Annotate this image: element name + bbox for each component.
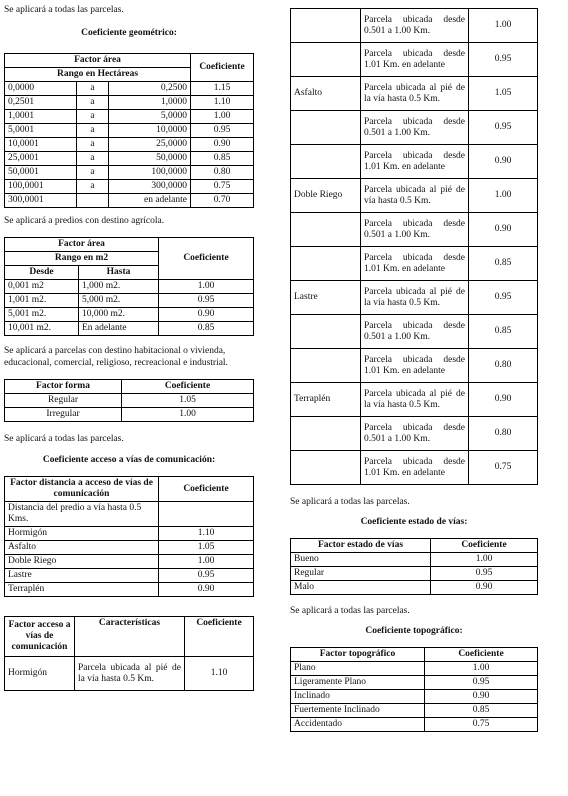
table-row xyxy=(5,124,254,138)
table-cell xyxy=(291,417,361,451)
table-cell: Malo xyxy=(291,581,431,595)
col-header: Características xyxy=(75,617,185,657)
table-cell: 0,2500 xyxy=(109,82,191,96)
table-row xyxy=(5,96,254,110)
table-cell: en adelante xyxy=(109,194,191,208)
table-cell: 5,000 m2. xyxy=(79,294,159,308)
table-row xyxy=(5,555,254,569)
table-cell: 0.95 xyxy=(469,281,538,315)
table-row xyxy=(5,527,254,541)
table-row xyxy=(291,43,538,77)
table-cell: Regular xyxy=(5,394,122,408)
table-cell: 1,0000 xyxy=(109,96,191,110)
table-cell: 0,001 m2 xyxy=(5,280,79,294)
col-header: Factor topográfico xyxy=(291,648,425,662)
table-cell: Doble Riego xyxy=(5,555,159,569)
table-cell: Regular xyxy=(291,567,431,581)
table-cell xyxy=(159,502,254,527)
section-title-geometric: Coeficiente geométrico: xyxy=(81,28,177,38)
table-cell: 0.90 xyxy=(469,383,538,417)
table-row xyxy=(291,213,538,247)
table-cell: 300,0001 xyxy=(5,194,77,208)
table-cell: 1.10 xyxy=(185,657,254,691)
table-cell: 1,0001 xyxy=(5,110,77,124)
table-cell: 1.15 xyxy=(191,82,254,96)
table-cell: 5,0000 xyxy=(109,110,191,124)
table-cell: a xyxy=(77,152,109,166)
table-cell: 0.90 xyxy=(469,213,538,247)
table-cell: Fuertemente Inclinado xyxy=(291,704,425,718)
table-cell xyxy=(77,194,109,208)
section-title-topographic: Coeficiente topográfico: xyxy=(365,626,463,636)
topographic-table xyxy=(290,647,538,732)
table-cell: 0.90 xyxy=(431,581,538,595)
table-cell: Doble Riego xyxy=(291,179,361,213)
table-row xyxy=(291,349,538,383)
col-header: Factor área xyxy=(5,54,191,68)
table-cell: 0.70 xyxy=(191,194,254,208)
table-cell: Parcela ubicada desde 0.501 a 1.00 Km. xyxy=(361,315,469,349)
table-row xyxy=(5,166,254,180)
table-cell: 0.85 xyxy=(191,152,254,166)
table-row xyxy=(5,138,254,152)
area-m2-table xyxy=(4,237,254,336)
table-cell: a xyxy=(77,110,109,124)
section-title-road-state: Coeficiente estado de vías: xyxy=(360,517,468,527)
table-cell: 100,0000 xyxy=(109,166,191,180)
table-cell: Terraplén xyxy=(291,383,361,417)
table-row xyxy=(291,111,538,145)
table-cell: 0.95 xyxy=(425,676,538,690)
table-cell: 0.90 xyxy=(191,138,254,152)
table-row xyxy=(291,9,538,43)
table-cell: a xyxy=(77,82,109,96)
table-row xyxy=(5,308,254,322)
table-row xyxy=(291,417,538,451)
table-cell: 0.90 xyxy=(425,690,538,704)
table-cell: Parcela ubicada desde 0.501 a 1.00 Km. xyxy=(361,417,469,451)
table-cell: 1.10 xyxy=(191,96,254,110)
table-cell xyxy=(291,9,361,43)
table-cell: Parcela ubicada desde 1.01 Km. en adelante xyxy=(361,43,469,77)
access-characteristics-table-continued xyxy=(290,8,538,485)
table-row xyxy=(291,553,538,567)
table-cell: 0.80 xyxy=(191,166,254,180)
table-cell: Parcela ubicada desde 1.01 Km. en adelante xyxy=(361,349,469,383)
table-cell: 10,001 m2. xyxy=(5,322,79,336)
table-cell: Parcela ubicada desde 0.501 a 1.00 Km. xyxy=(361,9,469,43)
table-cell: 1,000 m2. xyxy=(79,280,159,294)
table-cell: Parcela ubicada desde 0.501 a 1.00 Km. xyxy=(361,111,469,145)
access-characteristics-table xyxy=(4,616,254,691)
right-column xyxy=(290,0,538,732)
table-row xyxy=(291,179,538,213)
table-cell: 1.00 xyxy=(122,408,254,422)
table-cell: Parcela ubicada desde 1.01 Km. en adelante xyxy=(361,451,469,485)
table-cell: Asfalto xyxy=(291,77,361,111)
table-cell: a xyxy=(77,166,109,180)
road-state-table xyxy=(290,538,538,595)
table-cell: Parcela ubicada desde 0.501 a 1.00 Km. xyxy=(361,213,469,247)
table-cell: a xyxy=(77,180,109,194)
table-cell: 0.95 xyxy=(159,569,254,583)
table-row xyxy=(291,281,538,315)
table-cell: 1.05 xyxy=(159,541,254,555)
table-row xyxy=(291,581,538,595)
col-header: Hasta xyxy=(79,266,159,280)
table-row xyxy=(291,690,538,704)
table-cell xyxy=(291,349,361,383)
table-cell: 1.00 xyxy=(469,179,538,213)
table-cell xyxy=(291,247,361,281)
table-cell: 1.00 xyxy=(431,553,538,567)
table-cell: 1.10 xyxy=(159,527,254,541)
table-row xyxy=(5,569,254,583)
table-cell: 0,2501 xyxy=(5,96,77,110)
table-cell: 10,0000 xyxy=(109,124,191,138)
table-cell: 1.00 xyxy=(191,110,254,124)
table-cell: 10,000 m2. xyxy=(79,308,159,322)
table-cell: Parcela ubicada desde 1.01 Km. en adelante xyxy=(361,145,469,179)
col-header: Coeficiente xyxy=(159,238,254,280)
table-cell: 0.95 xyxy=(469,43,538,77)
col-header: Coeficiente xyxy=(191,54,254,82)
table-cell: 10,0001 xyxy=(5,138,77,152)
table-row xyxy=(291,383,538,417)
table-cell: 1.05 xyxy=(122,394,254,408)
table-row xyxy=(5,394,254,408)
table-cell: a xyxy=(77,96,109,110)
table-cell: Parcela ubicada al pié de la vía hasta 0.5 Km. xyxy=(361,383,469,417)
table-row xyxy=(5,294,254,308)
table-cell: En adelante xyxy=(79,322,159,336)
table-row xyxy=(5,180,254,194)
table-cell: 0.85 xyxy=(159,322,254,336)
col-header: Coeficiente xyxy=(425,648,538,662)
table-cell: 0.75 xyxy=(191,180,254,194)
table-cell: 1,001 m2. xyxy=(5,294,79,308)
left-column xyxy=(4,0,254,691)
table-row xyxy=(5,110,254,124)
table-cell: 5,0001 xyxy=(5,124,77,138)
col-header: Desde xyxy=(5,266,79,280)
table-row xyxy=(5,502,254,527)
table-cell xyxy=(291,145,361,179)
col-header: Factor distancia a acceso de vías de comunicación xyxy=(5,477,159,502)
geometric-table xyxy=(4,53,254,208)
table-cell: Plano xyxy=(291,662,425,676)
table-cell: 100,0001 xyxy=(5,180,77,194)
col-header: Factor forma xyxy=(5,380,122,394)
table-cell: Terraplén xyxy=(5,583,159,597)
table-row xyxy=(5,541,254,555)
table-row xyxy=(5,280,254,294)
table-cell: 1.00 xyxy=(469,9,538,43)
table-cell: Lastre xyxy=(291,281,361,315)
table-row xyxy=(5,657,254,691)
table-cell: 300,0000 xyxy=(109,180,191,194)
intro-text: Se aplicará a parcelas con destino habitacional o vivienda, educacional, comercial, religioso, recreacional e industrial. xyxy=(4,346,228,368)
table-cell: 0.90 xyxy=(469,145,538,179)
table-cell xyxy=(291,451,361,485)
table-row xyxy=(291,247,538,281)
col-header: Coeficiente xyxy=(122,380,254,394)
table-cell: 0.75 xyxy=(425,718,538,732)
table-cell: Hormigón xyxy=(5,657,75,691)
table-cell xyxy=(291,43,361,77)
table-cell: 0.95 xyxy=(431,567,538,581)
table-cell: Distancia del predio a vía hasta 0.5 Kms. xyxy=(5,502,159,527)
table-cell: 0,0000 xyxy=(5,82,77,96)
intro-text: Se aplicará a todas las parcelas. xyxy=(290,497,410,507)
table-cell: 0.75 xyxy=(469,451,538,485)
table-row xyxy=(5,82,254,96)
table-cell: Ligeramente Plano xyxy=(291,676,425,690)
table-cell: 25,0000 xyxy=(109,138,191,152)
table-cell: a xyxy=(77,124,109,138)
table-cell: 0.95 xyxy=(159,294,254,308)
table-row xyxy=(291,451,538,485)
table-row xyxy=(5,194,254,208)
shape-table xyxy=(4,379,254,422)
table-cell: Parcela ubicada al pié de vía hasta 0.5 Km. xyxy=(361,179,469,213)
section-title-access: Coeficiente acceso a vías de comunicación: xyxy=(42,455,216,465)
col-header: Rango en m2 xyxy=(5,252,159,266)
table-cell: 0.85 xyxy=(425,704,538,718)
table-cell: Lastre xyxy=(5,569,159,583)
table-cell: 1.05 xyxy=(469,77,538,111)
table-cell: 0.90 xyxy=(159,583,254,597)
intro-text: Se aplicará a predios con destino agrícola. xyxy=(4,216,165,226)
table-row xyxy=(291,704,538,718)
table-cell: Irregular xyxy=(5,408,122,422)
table-cell xyxy=(291,111,361,145)
table-row xyxy=(291,662,538,676)
table-cell: Parcela ubicada al pié de la vía hasta 0.5 Km. xyxy=(75,657,185,691)
table-cell: 50,0001 xyxy=(5,166,77,180)
table-cell: 25,0001 xyxy=(5,152,77,166)
intro-text: Se aplicará a todas las parcelas. xyxy=(4,434,124,444)
table-row xyxy=(5,322,254,336)
col-header: Factor estado de vías xyxy=(291,539,431,553)
table-cell: 0.95 xyxy=(191,124,254,138)
table-row xyxy=(5,408,254,422)
table-row xyxy=(291,567,538,581)
table-cell: Inclinado xyxy=(291,690,425,704)
table-cell: Bueno xyxy=(291,553,431,567)
intro-text: Se aplicará a todas las parcelas. xyxy=(4,5,124,15)
table-cell: 0.90 xyxy=(159,308,254,322)
col-header: Factor acceso a vías de comunicación xyxy=(5,617,75,657)
table-row xyxy=(291,145,538,179)
table-cell: Parcela ubicada al pié de la vía hasta 0.5 Km. xyxy=(361,281,469,315)
table-row xyxy=(291,676,538,690)
table-row xyxy=(5,152,254,166)
table-cell xyxy=(291,213,361,247)
col-header: Coeficiente xyxy=(159,477,254,502)
table-cell: 0.80 xyxy=(469,349,538,383)
table-cell: a xyxy=(77,138,109,152)
col-header: Coeficiente xyxy=(185,617,254,657)
table-cell: 0.85 xyxy=(469,247,538,281)
table-cell: 1.00 xyxy=(425,662,538,676)
col-header: Coeficiente xyxy=(431,539,538,553)
table-cell: 1.00 xyxy=(159,280,254,294)
table-cell: Hormigón xyxy=(5,527,159,541)
table-cell: Parcela ubicada desde 1.01 Km. en adelante xyxy=(361,247,469,281)
table-cell: Asfalto xyxy=(5,541,159,555)
table-row xyxy=(5,583,254,597)
access-distance-table xyxy=(4,476,254,597)
intro-text: Se aplicará a todas las parcelas. xyxy=(290,606,410,616)
table-cell: 1.00 xyxy=(159,555,254,569)
table-cell: 0.80 xyxy=(469,417,538,451)
table-cell: 50,0000 xyxy=(109,152,191,166)
table-cell: Accidentado xyxy=(291,718,425,732)
table-row xyxy=(291,718,538,732)
col-header: Factor área xyxy=(5,238,159,252)
table-cell: 0.85 xyxy=(469,315,538,349)
table-cell: Parcela ubicada al pié de la vía hasta 0.5 Km. xyxy=(361,77,469,111)
table-cell: 5,001 m2. xyxy=(5,308,79,322)
table-row xyxy=(291,315,538,349)
table-cell xyxy=(291,315,361,349)
table-cell: 0.95 xyxy=(469,111,538,145)
col-header: Rango en Hectáreas xyxy=(5,68,191,82)
table-row xyxy=(291,77,538,111)
